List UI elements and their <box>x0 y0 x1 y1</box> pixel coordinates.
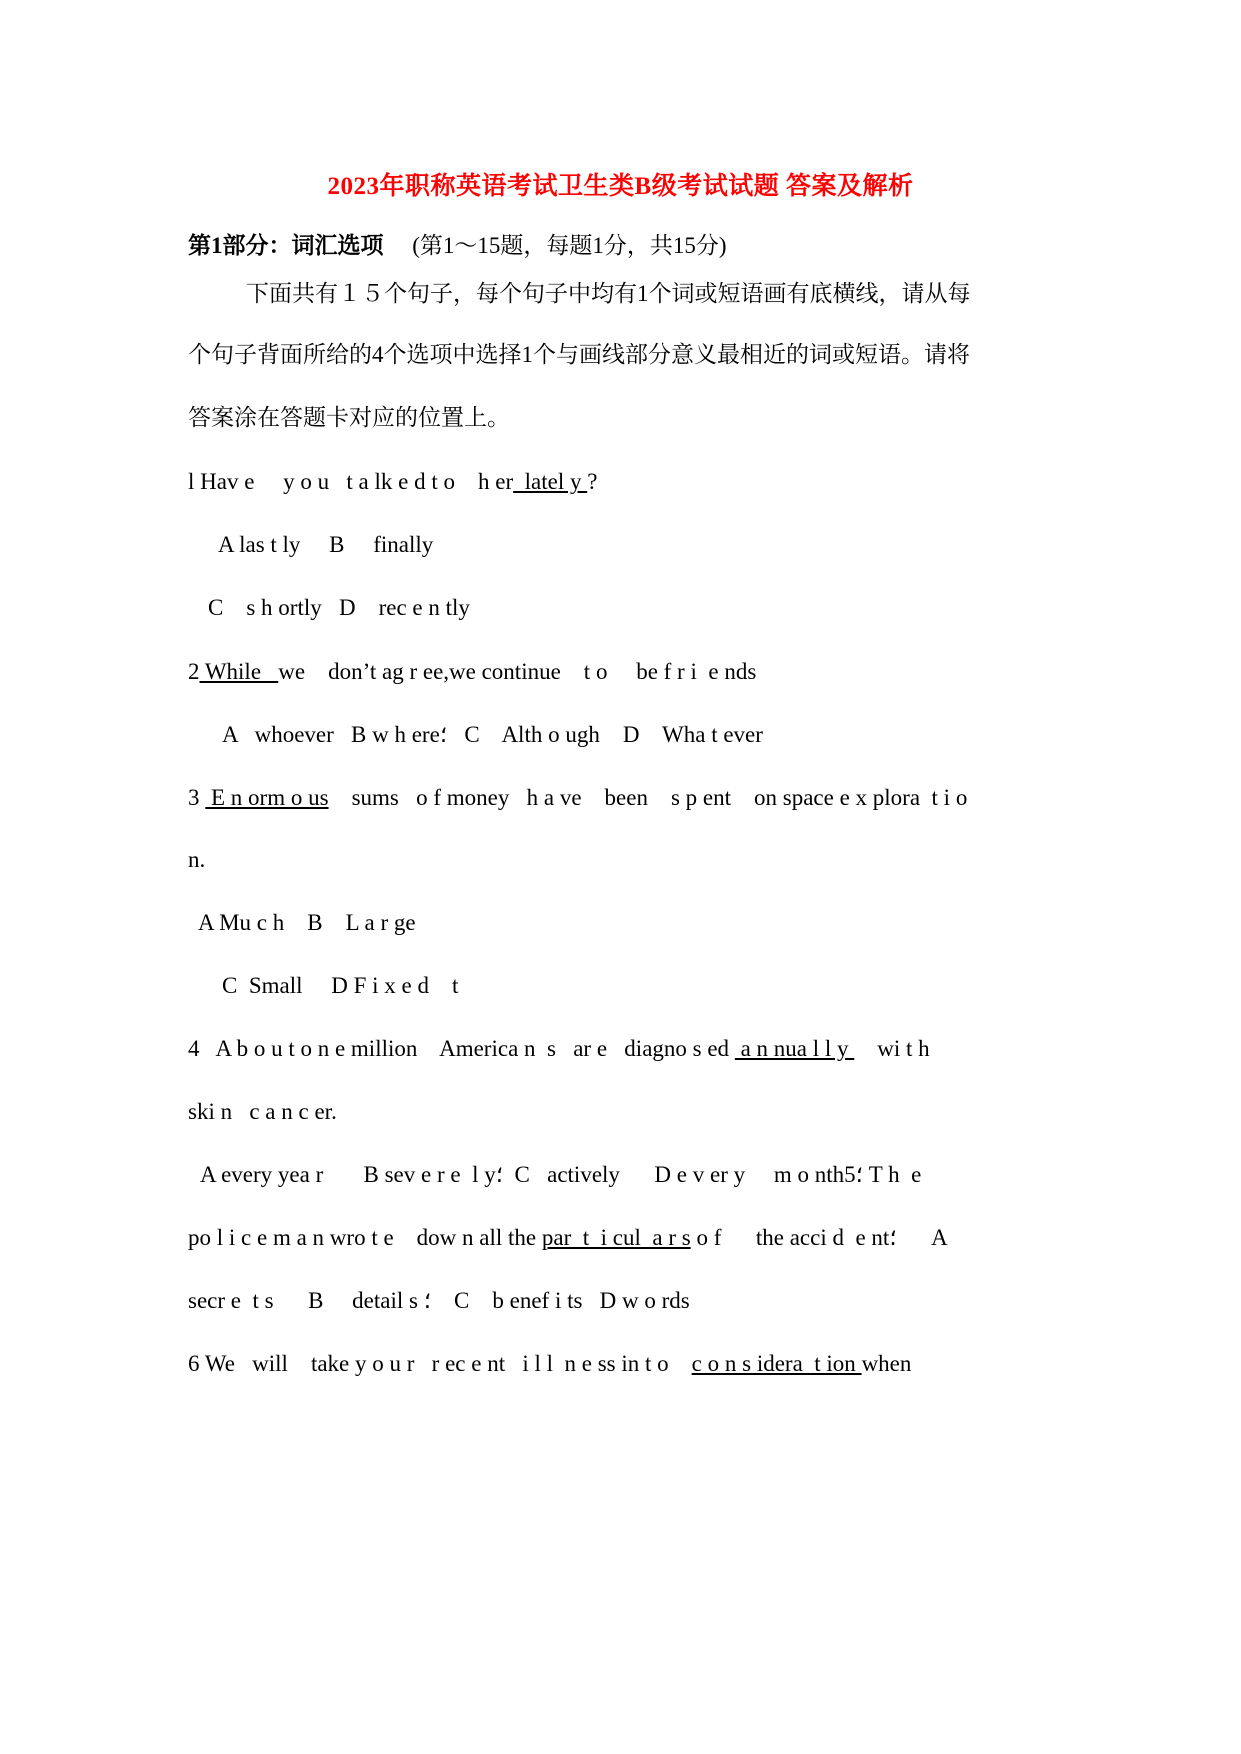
instruction-line-1: 下面共有１５个句子，每个句子中均有1个词或短语画有底横线，请从每 <box>246 281 971 306</box>
question-2: 2 While we don’t ag r ee,we continue t o be f r i e nds <box>188 659 757 684</box>
section-header <box>188 231 1068 261</box>
underlined-word: latel y <box>513 469 588 494</box>
underlined-word: par t i cul a r s <box>541 1225 691 1250</box>
underlined-word: c o n s idera t ion <box>691 1351 862 1376</box>
underlined-word: While <box>199 659 279 684</box>
question-5: po l i c e m a n wro t e dow n all the par t i cul a r s o f the acci d e nt؛ A <box>188 1225 948 1250</box>
question-1: l Hav e y o u t a lk e d t o h er latel y ? <box>188 469 598 494</box>
document-title: 2023年职称英语考试卫生类B级考试试题 答案及解析 <box>327 173 914 200</box>
section-heading: 第1部分：词汇选项 <box>188 233 384 258</box>
question-3-options-cd: C Small D F i x e d t <box>222 973 459 998</box>
underlined-word: E n orm o us <box>205 785 329 810</box>
question-3-continuation: n. <box>188 847 206 872</box>
underlined-word: a n nua l l y <box>734 1036 855 1061</box>
question-2-options: A whoever B w h ere؛ C Alth o ugh D Wha t ever <box>222 722 763 747</box>
question-6: 6 We will take y o u r r ec e nt i l l n e ss in t o c o n s idera t ion when <box>188 1351 912 1376</box>
question-1-options-cd: C s h ortly D rec e n tly <box>208 595 470 620</box>
question-1-options-ab: A las t ly B finally <box>218 532 434 557</box>
question-5-options: secr e t s B detail s ؛ C b enef i ts D w o rds <box>188 1288 690 1313</box>
section-scope: (第1～15题，每题1分，共15分) <box>412 233 727 258</box>
question-3-options-ab: A Mu c h B L a r ge <box>198 910 416 935</box>
instruction-line-2: 个句子背面所给的4个选项中选择1个与画线部分意义最相近的词或短语。请将 <box>188 342 970 367</box>
question-4-continuation: ski n c a n c er. <box>188 1099 337 1124</box>
instruction-line-3: 答案涂在答题卡对应的位置上。 <box>188 405 510 430</box>
question-4: 4 A b o u t o n e million America n s ar e diagno s ed a n nua l l y wi t h <box>188 1036 930 1061</box>
question-4-options: A every yea r B sev e r e l y؛ C actively D e v er y m o nth5؛ T h e <box>200 1162 922 1187</box>
question-3: 3 E n orm o us sums o f money h a ve been s p ent on space e x plora t i o <box>188 785 968 810</box>
